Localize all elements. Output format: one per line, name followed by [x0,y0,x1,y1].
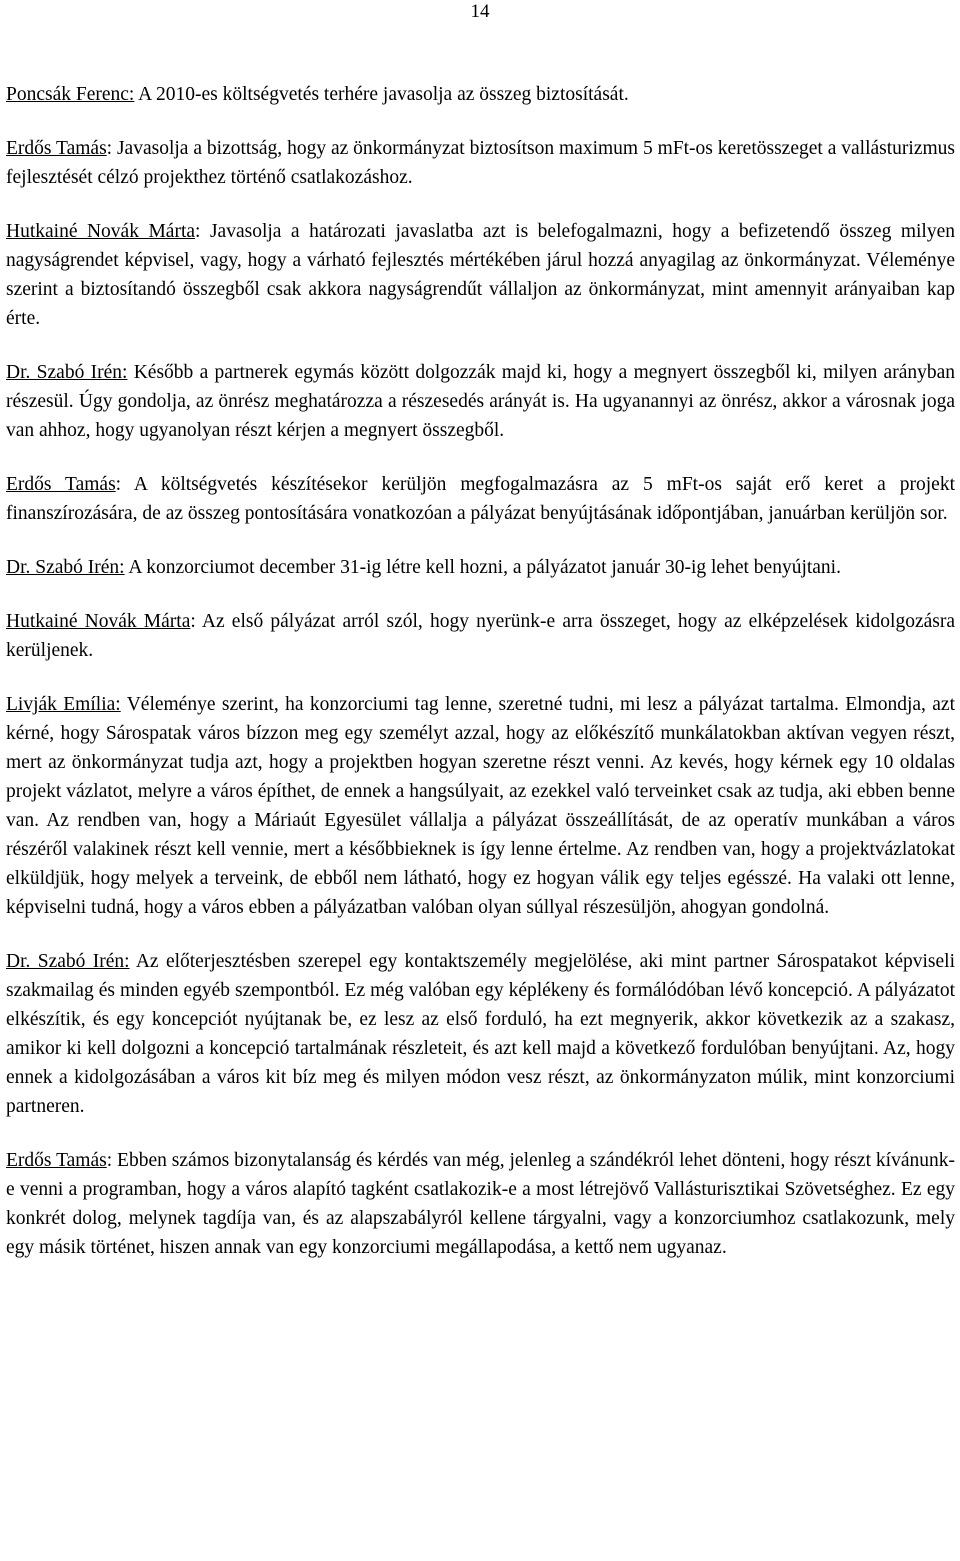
paragraph-text: Véleménye szerint, ha konzorciumi tag lenne, szeretné tudni, mi lesz a pályázat tartalma. Elmondja, azt kérné, hogy Sárospatak város bízzon meg egy személyt azzal, hogy az előkészítő munkálatokban aktívan vegyen részt, mert az önkormányzat tudja azt, hogy a projektben hogyan szeretne részt venni. Az kevés, hogy kérnek egy 10 oldalas projekt vázlatot, melyre a város építhet, de ennek a hangsúlyait, az ezekkel való terveinket csak az tudja, aki ebben benne van. Az rendben van, hogy a Máriaút Egyesület vállalja a pályázat összeállítását, de az operatív munkában a város részéről valakinek részt kell vennie, mert a későbbieknek is így lenne értelme. Az rendben van, hogy a projektvázlatokat elküldjük, hogy melyek a terveink, de ebből nem látható, hogy ez hogyan válik egy teljes egésszé. Ha valaki ott lenne, képviselni tudná, hogy a város ebben a pályázatban valóban olyan súllyal részesüljön, ahogyan gondolná. [6,694,955,918]
paragraph-text: : Az első pályázat arról szól, hogy nyerünk-e arra összeget, hogy az elképzelések kidolgozásra kerüljenek. [6,611,955,661]
paragraph-text: : Ebben számos bizonytalanság és kérdés van még, jelenleg a szándékról lehet dönteni, hogy részt kívánunk-e venni a programban, hogy a város alapító tagként csatlakozik-e a most létrejövő Vallásturisztikai Szövetséghez. Ez egy konkrét dolog, melynek tagdíja van, és az alapszabályról kellene tárgyalni, vagy a konzorciumhoz csatlakozunk, mely egy másik történet, hiszen annak van egy konzorciumi megállapodása, a kettő nem ugyanaz. [6,1150,955,1258]
paragraph [6,607,955,665]
speaker-name: Hutkainé Novák Márta [6,221,196,242]
speaker-name: Livják Emília: [6,694,121,715]
paragraph-text: : Javasolja a határozati javaslatba azt is belefogalmazni, hogy a befizetendő összeg milyen nagyságrendet képvisel, vagy, hogy a várható fejlesztés mértékében járul hozzá anyagilag az önkormányzat. Véleménye szerint a biztosítandó összegből csak akkora nagyságrendűt vállaljon az önkormányzat, mint amennyit arányaiban kap érte. [6,221,955,329]
paragraph [6,553,955,582]
paragraph-text: Később a partnerek egymás között dolgozzák majd ki, hogy a megnyert összegből ki, milyen arányban részesül. Úgy gondolja, az önrész meghatározza a részesedés arányát is. Ha ugyanannyi az önrész, akkor a városnak joga van ahhoz, hogy ugyanolyan részt kérjen a megnyert összegből. [6,362,956,441]
paragraph [6,947,955,1121]
paragraph [6,134,955,192]
speaker-name: Dr. Szabó Irén: [6,951,130,972]
speaker-name: Erdős Tamás [6,1150,107,1171]
paragraph [6,358,955,445]
speaker-name: Erdős Tamás [6,138,107,159]
paragraph [6,470,955,528]
paragraph [6,217,955,333]
speaker-name: Hutkainé Novák Márta [6,611,191,632]
speaker-name: Dr. Szabó Irén: [6,557,125,578]
paragraph-text: : Javasolja a bizottság, hogy az önkormányzat biztosítson maximum 5 mFt-os keretösszeget a vallásturizmus fejlesztését célzó projekthez történő csatlakozáshoz. [6,138,955,188]
minutes-body [6,80,955,1287]
paragraph [6,1146,955,1262]
speaker-name: Erdős Tamás [6,474,116,495]
paragraph-text: A 2010-es költségvetés terhére javasolja az összeg biztosítását. [134,84,629,105]
paragraph-text: A konzorciumot december 31-ig létre kell hozni, a pályázatot január 30-ig lehet benyújtani. [124,557,841,578]
paragraph-text: : A költségvetés készítésekor kerüljön megfogalmazásra az 5 mFt-os saját erő keret a projekt finanszírozására, de az összeg pontosítására vonatkozóan a pályázat benyújtásának időpontjában, januárban kerüljön sor. [6,474,955,524]
speaker-name: Dr. Szabó Irén: [6,362,128,383]
paragraph-text: Az előterjesztésben szerepel egy kontaktszemély megjelölése, aki mint partner Sárospatakot képviseli szakmailag és minden egyéb szempontból. Ez még valóban egy képlékeny és formálódóban lévő koncepció. A pályázatot elkészítik, és egy koncepciót nyújtanak be, ez lesz az első forduló, ha ezt megnyerik, akkor következik az a szakasz, amikor ki kell dolgozni a koncepció tartalmának részleteit, és azt kell majd a következő fordulóban benyújtani. Az, hogy ennek a kidolgozásában a város kit bíz meg és milyen módon vesz részt, az önkormányzaton múlik, mint konzorciumi partneren. [6,951,956,1117]
speaker-name: Poncsák Ferenc: [6,84,135,105]
paragraph [6,690,955,922]
page-number: 14 [470,1,490,22]
paragraph [6,80,955,109]
